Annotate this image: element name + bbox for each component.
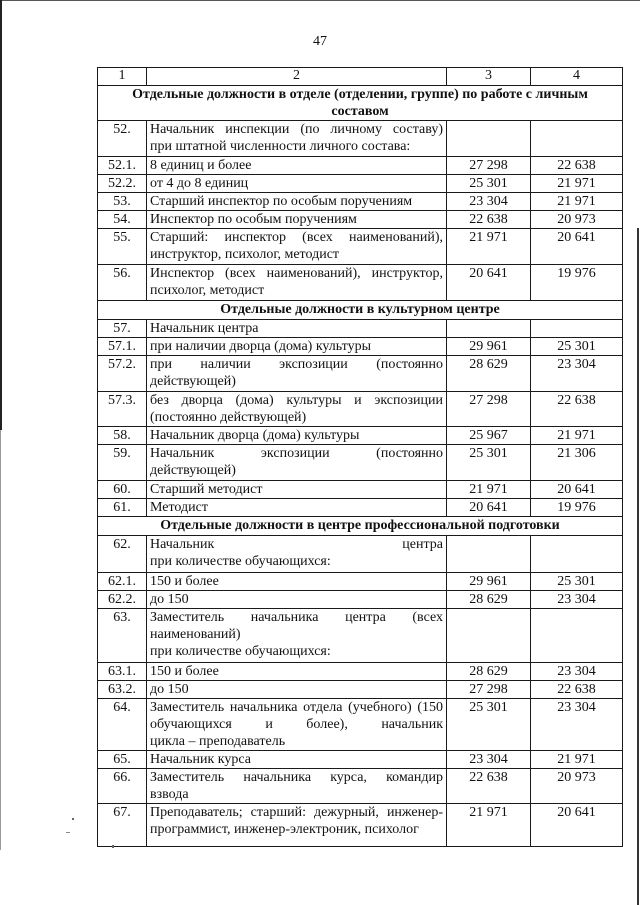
row-number: 54. bbox=[98, 211, 147, 229]
position-description bbox=[147, 481, 447, 499]
row-number: 52. bbox=[98, 121, 147, 157]
description-line: при количестве обучающихся: bbox=[150, 644, 331, 659]
scan-border-left bbox=[0, 0, 2, 430]
position-description bbox=[147, 573, 447, 591]
description-line: 150 и более bbox=[150, 574, 219, 589]
description-line: Старший: инспектор (всех наименований), bbox=[150, 230, 443, 245]
description-line: взвода bbox=[150, 787, 189, 802]
salary-col3: 20 641 bbox=[447, 499, 531, 517]
salary-col4: 21 971 bbox=[531, 175, 623, 193]
description-line: до 150 bbox=[150, 682, 189, 697]
position-description bbox=[147, 681, 447, 699]
scan-border-right bbox=[637, 228, 639, 905]
salary-col3: 29 961 bbox=[447, 338, 531, 356]
salary-col4: 25 301 bbox=[531, 573, 623, 591]
description-line: 8 единиц и более bbox=[150, 158, 252, 173]
salary-col3: 22 638 bbox=[447, 769, 531, 804]
table-row bbox=[98, 121, 623, 157]
salary-col3: 27 298 bbox=[447, 392, 531, 427]
salary-col3: 22 638 bbox=[447, 211, 531, 229]
section-header-row bbox=[98, 517, 623, 536]
description-line: (постоянно действующей) bbox=[150, 410, 307, 425]
section-title: Отдельные должности в центре профессиональной подготовки bbox=[98, 517, 623, 536]
salary-col4: 23 304 bbox=[531, 591, 623, 609]
position-description bbox=[147, 356, 447, 392]
table-row bbox=[98, 265, 623, 301]
position-description bbox=[147, 591, 447, 609]
salary-col3: 27 298 bbox=[447, 157, 531, 175]
salary-col3: 23 304 bbox=[447, 193, 531, 211]
row-number: 53. bbox=[98, 193, 147, 211]
table-row bbox=[98, 356, 623, 392]
table-row bbox=[98, 681, 623, 699]
table-row bbox=[98, 536, 623, 573]
row-number: 65. bbox=[98, 751, 147, 769]
salary-col3: 28 629 bbox=[447, 591, 531, 609]
position-description bbox=[147, 193, 447, 211]
salary-col4: 19 976 bbox=[531, 265, 623, 301]
description-line: Начальник курса bbox=[150, 752, 252, 767]
row-number: 57.2. bbox=[98, 356, 147, 392]
description-line: наименований) bbox=[150, 627, 241, 642]
salary-table bbox=[97, 67, 623, 847]
salary-col4: 25 301 bbox=[531, 338, 623, 356]
column-header-2: 2 bbox=[147, 68, 447, 86]
description-line: Старший инспектор по особым поручениям bbox=[150, 194, 413, 209]
description-line: Начальник инспекции (по личному составу) bbox=[150, 122, 443, 137]
salary-col3: 23 304 bbox=[447, 751, 531, 769]
salary-col3: 21 971 bbox=[447, 481, 531, 499]
table-row bbox=[98, 573, 623, 591]
description-line: Начальник центра bbox=[150, 537, 443, 552]
table-row bbox=[98, 445, 623, 481]
column-header-1: 1 bbox=[98, 68, 147, 86]
row-number: 57.3. bbox=[98, 392, 147, 427]
salary-col4: 23 304 bbox=[531, 356, 623, 392]
description-line: психолог, методист bbox=[150, 283, 265, 298]
position-description bbox=[147, 175, 447, 193]
row-number: 57.1. bbox=[98, 338, 147, 356]
row-number: 63.1. bbox=[98, 663, 147, 681]
description-line: 150 и более bbox=[150, 664, 219, 679]
description-line: при наличии дворца (дома) культуры bbox=[150, 339, 371, 354]
description-line: Заместитель начальника курса, командир bbox=[150, 770, 443, 785]
column-header-4: 4 bbox=[531, 68, 623, 86]
salary-col3 bbox=[447, 609, 531, 663]
position-description bbox=[147, 338, 447, 356]
description-line: цикла – преподаватель bbox=[150, 734, 286, 749]
row-number: 58. bbox=[98, 427, 147, 445]
row-number: 66. bbox=[98, 769, 147, 804]
row-number: 62. bbox=[98, 536, 147, 573]
description-line: Заместитель начальника отдела (учебного) (150 bbox=[150, 700, 443, 715]
column-header-row bbox=[98, 68, 623, 86]
position-description bbox=[147, 536, 447, 573]
salary-col3 bbox=[447, 536, 531, 573]
salary-col3 bbox=[447, 121, 531, 157]
salary-col4: 22 638 bbox=[531, 392, 623, 427]
description-line: инструктор, психолог, методист bbox=[150, 247, 340, 262]
description-line: обучающихся и более), начальник bbox=[150, 717, 443, 732]
salary-col4: 22 638 bbox=[531, 157, 623, 175]
table-row bbox=[98, 338, 623, 356]
salary-col3: 28 629 bbox=[447, 356, 531, 392]
table-row bbox=[98, 751, 623, 769]
scan-speck bbox=[66, 832, 70, 833]
row-number: 56. bbox=[98, 265, 147, 301]
table-body bbox=[98, 68, 623, 847]
salary-col3: 21 971 bbox=[447, 229, 531, 265]
salary-col4: 21 971 bbox=[531, 427, 623, 445]
salary-col4 bbox=[531, 536, 623, 573]
description-line: Преподаватель; старший: дежурный, инженер- bbox=[150, 805, 443, 820]
section-title: Отдельные должности в отделе (отделении, группе) по работе с личным составом bbox=[98, 86, 623, 121]
description-line: Старший методист bbox=[150, 482, 263, 497]
salary-col3: 25 967 bbox=[447, 427, 531, 445]
position-description bbox=[147, 609, 447, 663]
description-line: Инспектор (всех наименований), инструктор, bbox=[150, 266, 443, 281]
salary-col4: 21 306 bbox=[531, 445, 623, 481]
table-row bbox=[98, 769, 623, 804]
row-number: 55. bbox=[98, 229, 147, 265]
salary-col4: 23 304 bbox=[531, 699, 623, 751]
table-row bbox=[98, 663, 623, 681]
description-line: Начальник экспозиции (постоянно bbox=[150, 446, 443, 461]
table-row bbox=[98, 157, 623, 175]
salary-col3 bbox=[447, 320, 531, 338]
salary-col3: 25 301 bbox=[447, 699, 531, 751]
table-row bbox=[98, 481, 623, 499]
table-row bbox=[98, 211, 623, 229]
section-title: Отдельные должности в культурном центре bbox=[98, 301, 623, 320]
page-number: 47 bbox=[313, 34, 327, 49]
position-description bbox=[147, 121, 447, 157]
salary-col4 bbox=[531, 609, 623, 663]
description-line: Инспектор по особым поручениям bbox=[150, 212, 357, 227]
description-line: программист, инженер-электроник, психолог bbox=[150, 822, 419, 837]
salary-col3: 20 641 bbox=[447, 265, 531, 301]
table-row bbox=[98, 229, 623, 265]
table-row bbox=[98, 499, 623, 517]
row-number: 62.2. bbox=[98, 591, 147, 609]
salary-col3: 29 961 bbox=[447, 573, 531, 591]
description-line: при наличии экспозиции (постоянно bbox=[150, 357, 443, 372]
column-header-3: 3 bbox=[447, 68, 531, 86]
table-row bbox=[98, 320, 623, 338]
salary-col4: 20 973 bbox=[531, 769, 623, 804]
table-row bbox=[98, 804, 623, 847]
scan-border-top bbox=[0, 0, 640, 1]
description-line: действующей) bbox=[150, 374, 236, 389]
position-description bbox=[147, 699, 447, 751]
salary-col4: 23 304 bbox=[531, 663, 623, 681]
table-row bbox=[98, 175, 623, 193]
position-description bbox=[147, 804, 447, 847]
position-description bbox=[147, 265, 447, 301]
description-line: при количестве обучающихся: bbox=[150, 554, 331, 569]
description-line: Заместитель начальника центра (всех bbox=[150, 610, 443, 625]
scan-speck bbox=[72, 818, 74, 820]
salary-col4: 20 641 bbox=[531, 481, 623, 499]
description-line: Начальник центра bbox=[150, 321, 259, 336]
row-number: 59. bbox=[98, 445, 147, 481]
salary-col4: 21 971 bbox=[531, 193, 623, 211]
salary-col4 bbox=[531, 320, 623, 338]
salary-col4: 20 641 bbox=[531, 229, 623, 265]
row-number: 67. bbox=[98, 804, 147, 847]
description-line: при штатной численности личного состава: bbox=[150, 139, 411, 154]
scan-border-left-faint bbox=[0, 430, 1, 850]
salary-col3: 28 629 bbox=[447, 663, 531, 681]
salary-col4: 21 971 bbox=[531, 751, 623, 769]
position-description bbox=[147, 392, 447, 427]
position-description bbox=[147, 499, 447, 517]
row-number: 63. bbox=[98, 609, 147, 663]
salary-col3: 25 301 bbox=[447, 445, 531, 481]
table-row bbox=[98, 609, 623, 663]
table-row bbox=[98, 392, 623, 427]
row-number: 64. bbox=[98, 699, 147, 751]
description-line: без дворца (дома) культуры и экспозиции bbox=[150, 393, 443, 408]
position-description bbox=[147, 320, 447, 338]
table-row bbox=[98, 699, 623, 751]
row-number: 63.2. bbox=[98, 681, 147, 699]
row-number: 52.1. bbox=[98, 157, 147, 175]
salary-col3: 27 298 bbox=[447, 681, 531, 699]
position-description bbox=[147, 427, 447, 445]
position-description bbox=[147, 229, 447, 265]
position-description bbox=[147, 769, 447, 804]
salary-col4 bbox=[531, 121, 623, 157]
table-row bbox=[98, 193, 623, 211]
table-row bbox=[98, 591, 623, 609]
description-line: до 150 bbox=[150, 592, 189, 607]
row-number: 61. bbox=[98, 499, 147, 517]
salary-col3: 21 971 bbox=[447, 804, 531, 847]
row-number: 62.1. bbox=[98, 573, 147, 591]
row-number: 52.2. bbox=[98, 175, 147, 193]
salary-col3: 25 301 bbox=[447, 175, 531, 193]
position-description bbox=[147, 663, 447, 681]
table-row bbox=[98, 427, 623, 445]
row-number: 60. bbox=[98, 481, 147, 499]
row-number: 57. bbox=[98, 320, 147, 338]
description-line: Методист bbox=[150, 500, 208, 515]
position-description bbox=[147, 157, 447, 175]
description-line: от 4 до 8 единиц bbox=[150, 176, 249, 191]
position-description bbox=[147, 211, 447, 229]
position-description bbox=[147, 445, 447, 481]
position-description bbox=[147, 751, 447, 769]
salary-col4: 20 641 bbox=[531, 804, 623, 847]
description-line: Начальник дворца (дома) культуры bbox=[150, 428, 360, 443]
salary-col4: 20 973 bbox=[531, 211, 623, 229]
section-header-row bbox=[98, 86, 623, 121]
salary-col4: 19 976 bbox=[531, 499, 623, 517]
section-header-row bbox=[98, 301, 623, 320]
scan-speck bbox=[112, 845, 114, 848]
salary-col4: 22 638 bbox=[531, 681, 623, 699]
description-line: действующей) bbox=[150, 463, 236, 478]
